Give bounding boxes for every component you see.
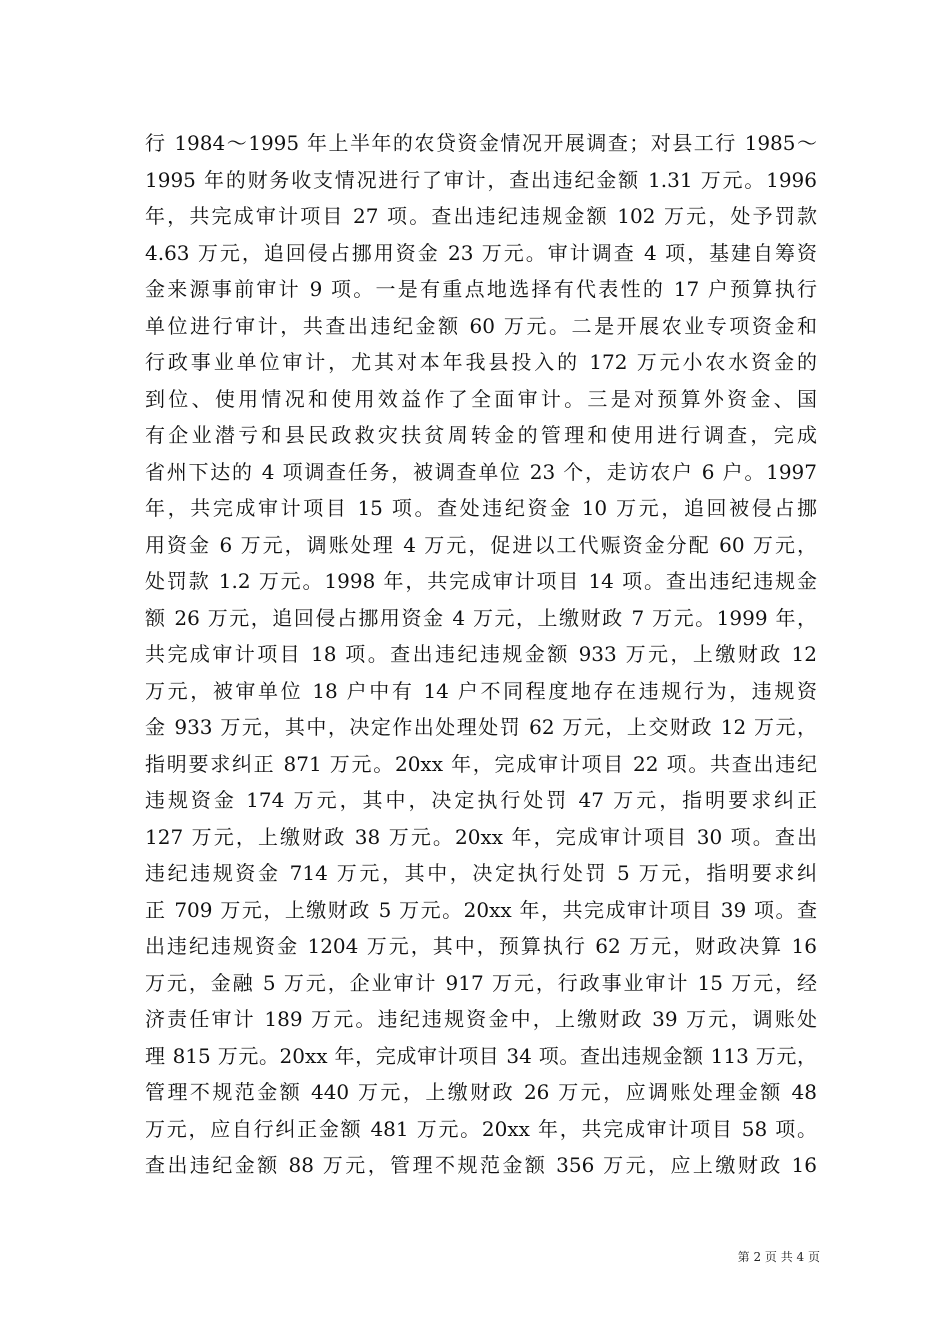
text-line: 4.63 万元，追回侵占挪用资金 23 万元。审计调查 4 项，基建自筹资 bbox=[145, 240, 817, 265]
text-line: 共完成审计项目 18 项。查出违纪违规金额 933 万元，上缴财政 12 bbox=[145, 642, 817, 666]
text-line: 省州下达的 4 项调查任务，被调查单位 23 个，走访农户 6 户。1997 bbox=[145, 459, 817, 484]
text-line: 违纪违规资金 714 万元，其中，决定执行处罚 5 万元，指明要求纠 bbox=[145, 861, 817, 885]
text-line: 金 933 万元，其中，决定作出处理处罚 62 万元，上交财政 12 万元， bbox=[145, 715, 817, 739]
text-line: 指明要求纠正 871 万元。20xx 年，完成审计项目 22 项。共查出违纪 bbox=[145, 751, 817, 776]
text-line: 违规资金 174 万元，其中，决定执行处罚 47 万元，指明要求纠正 bbox=[145, 788, 817, 812]
text-line: 出违纪违规资金 1204 万元，其中，预算执行 62 万元，财政决算 16 bbox=[145, 934, 817, 958]
text-line: 用资金 6 万元，调账处理 4 万元，促进以工代赈资金分配 60 万元， bbox=[145, 532, 817, 557]
text-line: 行 1984～1995 年上半年的农贷资金情况开展调查；对县工行 1985～ bbox=[145, 131, 817, 155]
text-line: 单位进行审计，共查出违纪金额 60 万元。二是开展农业专项资金和 bbox=[145, 313, 817, 338]
text-line: 127 万元，上缴财政 38 万元。20xx 年，完成审计项目 30 项。查出 bbox=[145, 824, 817, 849]
text-line: 额 26 万元，追回侵占挪用资金 4 万元，上缴财政 7 万元。1999 年， bbox=[145, 605, 817, 630]
text-line: 有企业潜亏和县民政救灾扶贫周转金的管理和使用进行调查，完成 bbox=[145, 423, 817, 447]
text-line: 处罚款 1.2 万元。1998 年，共完成审计项目 14 项。查出违纪违规金 bbox=[145, 569, 817, 593]
text-line: 万元，应自行纠正金额 481 万元。20xx 年，共完成审计项目 58 项。 bbox=[145, 1116, 817, 1141]
text-line: 正 709 万元，上缴财政 5 万元。20xx 年，共完成审计项目 39 项。查 bbox=[145, 897, 817, 922]
text-line: 1995 年的财务收支情况进行了审计，查出违纪金额 1.31 万元。1996 bbox=[145, 167, 817, 192]
body-text bbox=[145, 125, 817, 1184]
text-line: 到位、使用情况和使用效益作了全面审计。三是对预算外资金、国 bbox=[145, 386, 817, 411]
text-line: 管理不规范金额 440 万元，上缴财政 26 万元，应调账处理金额 48 bbox=[145, 1080, 817, 1104]
page-number-footer: 第 2 页 共 4 页 bbox=[737, 1250, 820, 1264]
text-line: 年，共完成审计项目 27 项。查出违纪违规金额 102 万元，处予罚款 bbox=[145, 204, 817, 228]
text-line: 万元，金融 5 万元，企业审计 917 万元，行政事业审计 15 万元，经 bbox=[145, 970, 817, 995]
text-line: 金来源事前审计 9 项。一是有重点地选择有代表性的 17 户预算执行 bbox=[145, 277, 817, 301]
text-line: 万元，被审单位 18 户中有 14 户不同程度地存在违规行为，违规资 bbox=[145, 678, 817, 703]
text-line: 济责任审计 189 万元。违纪违规资金中，上缴财政 39 万元，调账处 bbox=[145, 1007, 817, 1031]
text-line: 行政事业单位审计，尤其对本年我县投入的 172 万元小农水资金的 bbox=[145, 350, 817, 374]
text-line: 年，共完成审计项目 15 项。查处违纪资金 10 万元，追回被侵占挪 bbox=[145, 496, 817, 520]
text-line: 查出违纪金额 88 万元，管理不规范金额 356 万元，应上缴财政 16 bbox=[145, 1153, 817, 1177]
text-line: 理 815 万元。20xx 年，完成审计项目 34 项。查出违规金额 113 万元， bbox=[145, 1043, 817, 1068]
